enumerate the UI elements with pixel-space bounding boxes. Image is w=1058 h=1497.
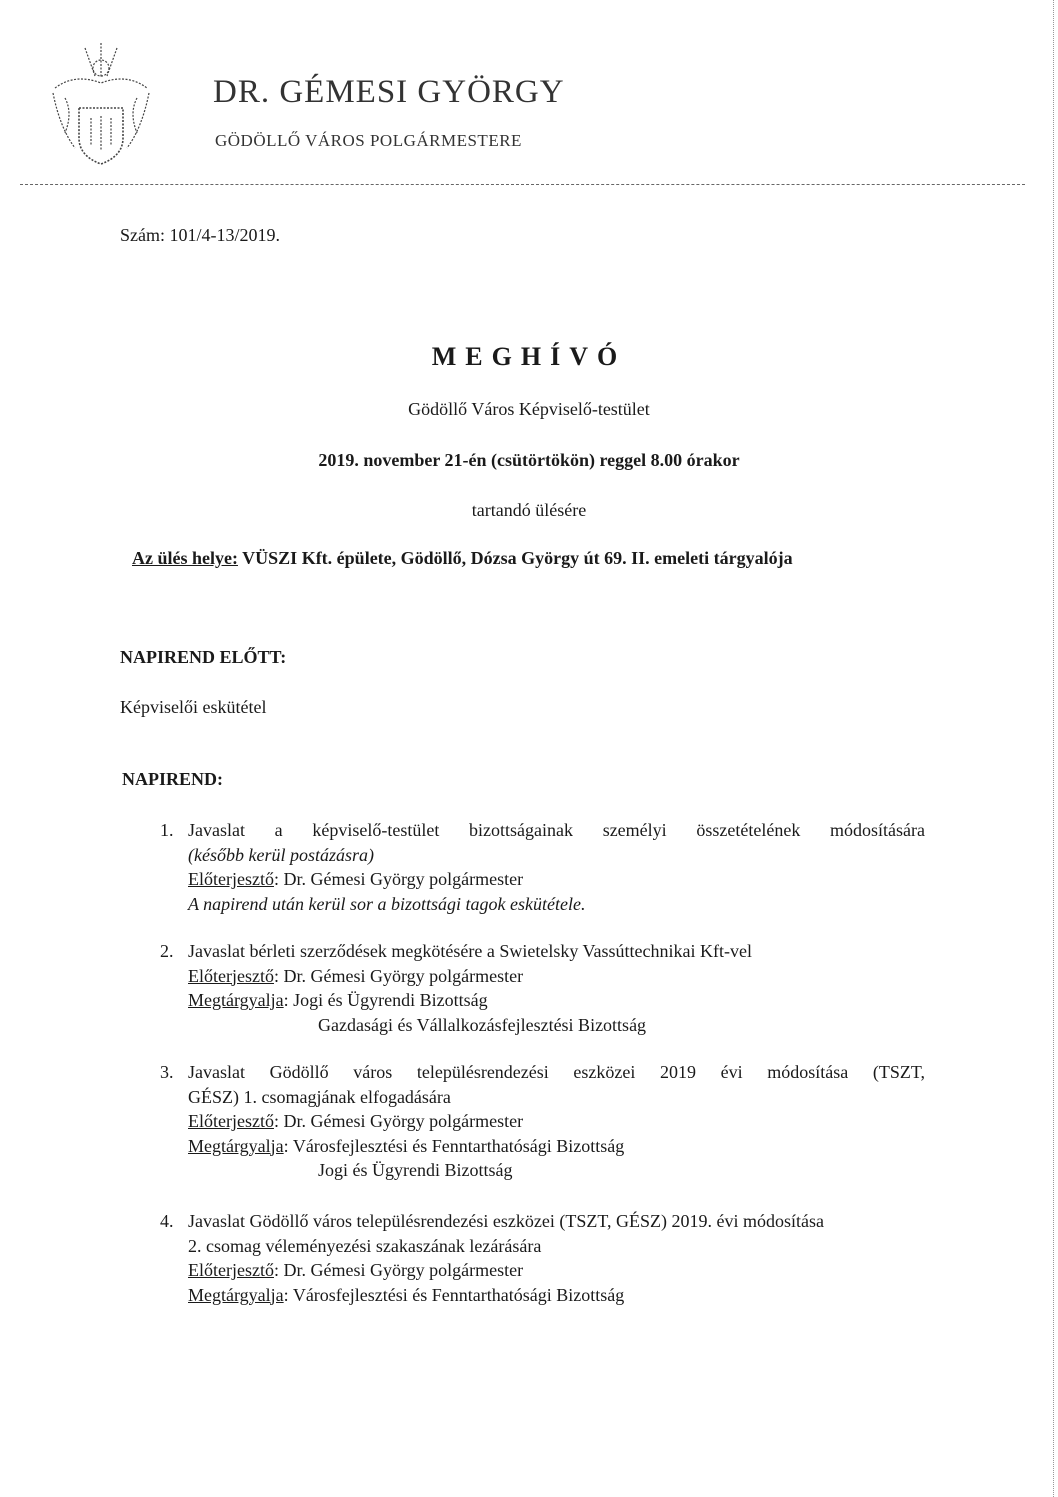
- presenter-label: Előterjesztő: [188, 1260, 274, 1280]
- item-number: 1.: [160, 820, 174, 840]
- item-title: Javaslat a képviselő-testület bizottságainak személyi összetételének módosítására: [188, 820, 925, 840]
- venue: [132, 548, 793, 569]
- letterhead-name: DR. GÉMESI GYÖRGY: [213, 74, 565, 110]
- presenter: : Dr. Gémesi György polgármester: [273, 869, 524, 889]
- committee: Jogi és Ügyrendi Bizottság: [318, 1160, 513, 1180]
- presenter-label: Előterjesztő: [188, 1111, 274, 1131]
- item-title: Javaslat Gödöllő város településrendezési eszközei (TSZT, GÉSZ) 2019. évi módosítása: [188, 1211, 824, 1231]
- agenda-item-3: [160, 1060, 925, 1183]
- pre-agenda-heading: NAPIREND ELŐTT:: [120, 647, 287, 667]
- committee: Gazdasági és Vállalkozásfejlesztési Bizottság: [318, 1014, 647, 1035]
- body-name: Gödöllő Város Képviselő-testület: [408, 399, 650, 419]
- presenter-label: Előterjesztő: [188, 869, 274, 889]
- committee: : Jogi és Ügyrendi Bizottság: [283, 990, 488, 1010]
- session-text: tartandó ülésére: [471, 500, 587, 520]
- pre-agenda-item: Képviselői eskütétel: [120, 697, 267, 717]
- reference-number: Szám: 101/4-13/2019.: [120, 225, 280, 245]
- committee: : Városfejlesztési és Fenntarthatósági Bizottság: [283, 1135, 625, 1156]
- agenda-item-4: [160, 1209, 925, 1307]
- presenter: : Dr. Gémesi György polgármester: [273, 1260, 524, 1280]
- committee: : Városfejlesztési és Fenntarthatósági Bizottság: [283, 1284, 625, 1305]
- item-number: 3.: [160, 1062, 174, 1082]
- item-title-cont: 2. csomag véleményezési szakaszának lezárására: [188, 1235, 542, 1256]
- item-number: 4.: [160, 1211, 174, 1231]
- coat-of-arms-logo: [45, 38, 157, 173]
- agenda-item-2: [160, 939, 925, 1037]
- venue-label: Az ülés helye:: [132, 548, 238, 568]
- item-title-cont: GÉSZ) 1. csomagjának elfogadására: [188, 1086, 451, 1107]
- agenda-item-1: [160, 818, 925, 916]
- agenda-heading: NAPIREND:: [122, 769, 223, 789]
- item-note: (később kerül postázásra): [188, 844, 374, 865]
- item-remark: A napirend után kerül sor a bizottsági tagok eskütétele.: [188, 893, 586, 914]
- scan-edge: [1047, 0, 1054, 1497]
- venue-text: VÜSZI Kft. épülete, Gödöllő, Dózsa György út 69. II. emeleti tárgyalója: [242, 548, 793, 568]
- header-divider: [20, 184, 1025, 185]
- presenter-label: Előterjesztő: [188, 965, 274, 986]
- discussed-label: Megtárgyalja: [188, 1284, 284, 1305]
- presenter: : Dr. Gémesi György polgármester: [273, 965, 524, 986]
- presenter: : Dr. Gémesi György polgármester: [273, 1111, 524, 1131]
- item-number: 2.: [160, 941, 174, 961]
- item-title: Javaslat bérleti szerződések megkötésére a Swietelsky Vassúttechnikai Kft-vel: [188, 941, 752, 961]
- discussed-label: Megtárgyalja: [188, 1135, 284, 1156]
- discussed-label: Megtárgyalja: [188, 990, 284, 1010]
- meeting-datetime: 2019. november 21-én (csütörtökön) reggel 8.00 órakor: [318, 450, 740, 470]
- item-title: Javaslat Gödöllő város településrendezési eszközei 2019 évi módosítása (TSZT,: [188, 1062, 925, 1082]
- letterhead-title: GÖDÖLLŐ VÁROS POLGÁRMESTERE: [215, 131, 522, 150]
- document-heading: MEGHÍVÓ: [431, 342, 627, 371]
